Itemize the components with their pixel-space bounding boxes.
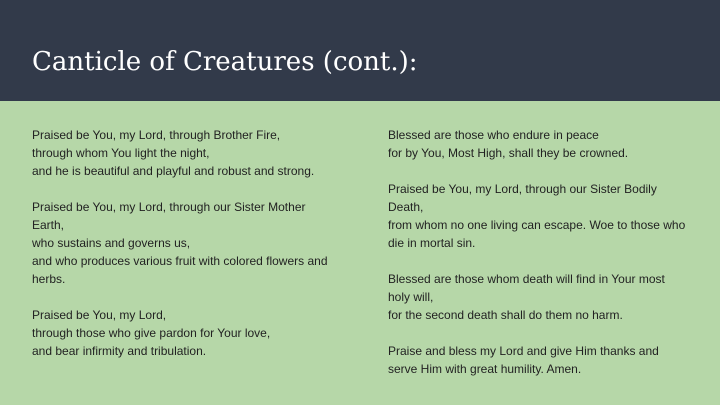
stanza-line: through whom You light the night, <box>32 146 210 160</box>
stanza-line: Praised be You, my Lord, through our Sister Bodily Death, <box>388 182 657 214</box>
stanza-line: Praised be You, my Lord, through Brother Fire, <box>32 128 281 142</box>
stanza-line: and bear infirmity and tribulation. <box>32 344 207 358</box>
stanza-line: through those who give pardon for Your love, <box>32 326 271 340</box>
stanza-line: Praised be You, my Lord, <box>32 308 167 322</box>
stanza-praise-and-bless <box>388 342 688 378</box>
stanza-endure-in-peace <box>388 126 688 162</box>
slide-header <box>0 0 720 101</box>
stanza-sister-mother-earth <box>32 198 332 288</box>
stanza-line: and he is beautiful and playful and robust and strong. <box>32 164 315 178</box>
stanza-line: Blessed are those who endure in peace <box>388 128 599 142</box>
stanza-brother-fire <box>32 126 332 180</box>
stanza-pardon <box>32 306 332 360</box>
stanza-line: for by You, Most High, shall they be crowned. <box>388 146 629 160</box>
right-column <box>388 126 688 396</box>
stanza-sister-bodily-death <box>388 180 688 252</box>
stanza-line: who sustains and governs us, <box>32 236 191 250</box>
stanza-line: Blessed are those whom death will find in Your most holy will, <box>388 272 665 304</box>
stanza-line: Praise and bless my Lord and give Him thanks and serve Him with great humility. Amen. <box>388 344 659 376</box>
stanza-line: and who produces various fruit with colored flowers and herbs. <box>32 254 328 286</box>
stanza-line: from whom no one living can escape. Woe to those who die in mortal sin. <box>388 218 686 250</box>
stanza-line: for the second death shall do them no harm. <box>388 308 623 322</box>
stanza-line: Praised be You, my Lord, through our Sister Mother Earth, <box>32 200 306 232</box>
left-column <box>32 126 332 378</box>
stanza-most-holy-will <box>388 270 688 324</box>
slide-title: Canticle of Creatures (cont.): <box>32 47 418 77</box>
